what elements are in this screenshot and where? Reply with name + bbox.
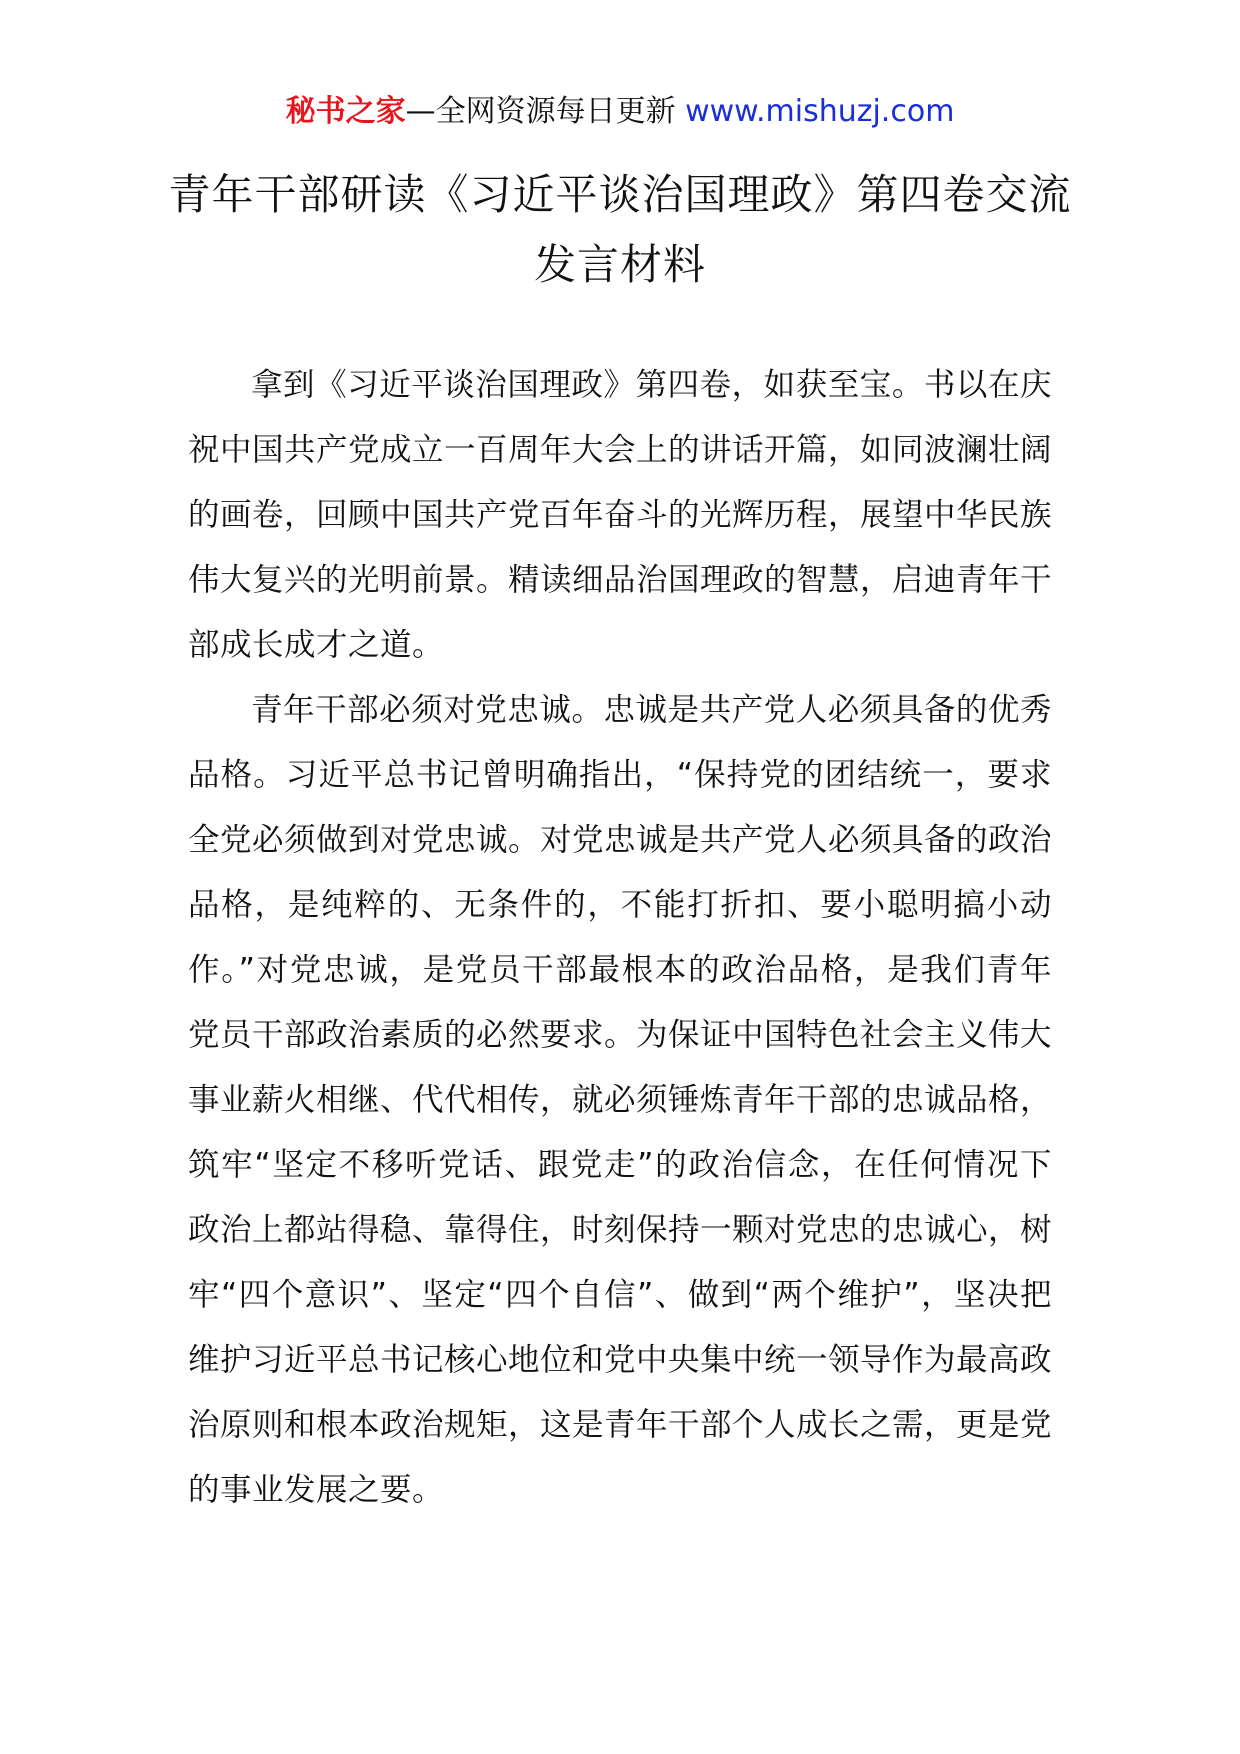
site-watermark-header	[0, 92, 1240, 132]
site-brand: 秘书之家	[285, 94, 406, 129]
site-tagline: —全网资源每日更新	[405, 94, 676, 129]
site-url: www.mishuzj.com	[675, 94, 955, 129]
document-title: 青年干部研读《习近平谈治国理政》第四卷交流发言材料	[168, 170, 1072, 289]
paragraph: 拿到《习近平谈治国理政》第四卷，如获至宝。书以在庆祝中国共产党成立一百周年大会上的讲话开篇，如同波澜壮阔的画卷，回顾中国共产党百年奋斗的光辉历程，展望中华民族伟大复兴的光明前景。精读细品治国理政的智慧，启迪青年干部成长成才之道。	[188, 367, 1053, 663]
paragraph: 青年干部必须对党忠诚。忠诚是共产党人必须具备的优秀品格。习近平总书记曾明确指出，“保持党的团结统一，要求全党必须做到对党忠诚。对党忠诚是共产党人必须具备的政治品格，是纯粹的、无条件的，不能打折扣、要小聪明搞小动作。”对党忠诚，是党员干部最根本的政治品格，是我们青年党员干部政治素质的必然要求。为保证中国特色社会主义伟大事业薪火相继、代代相传，就必须锤炼青年干部的忠诚品格，筑牢“坚定不移听党话、跟党走”的政治信念，在任何情况下政治上都站得稳、靠得住，时刻保持一颗对党忠的忠诚心，树牢“四个意识”、坚定“四个自信”、做到“两个维护”，坚决把维护习近平总书记核心地位和党中央集中统一领导作为最高政治原则和根本政治规矩，这是青年干部个人成长之需，更是党的事业发展之要。	[188, 692, 1053, 1508]
document-body	[188, 353, 1052, 1523]
